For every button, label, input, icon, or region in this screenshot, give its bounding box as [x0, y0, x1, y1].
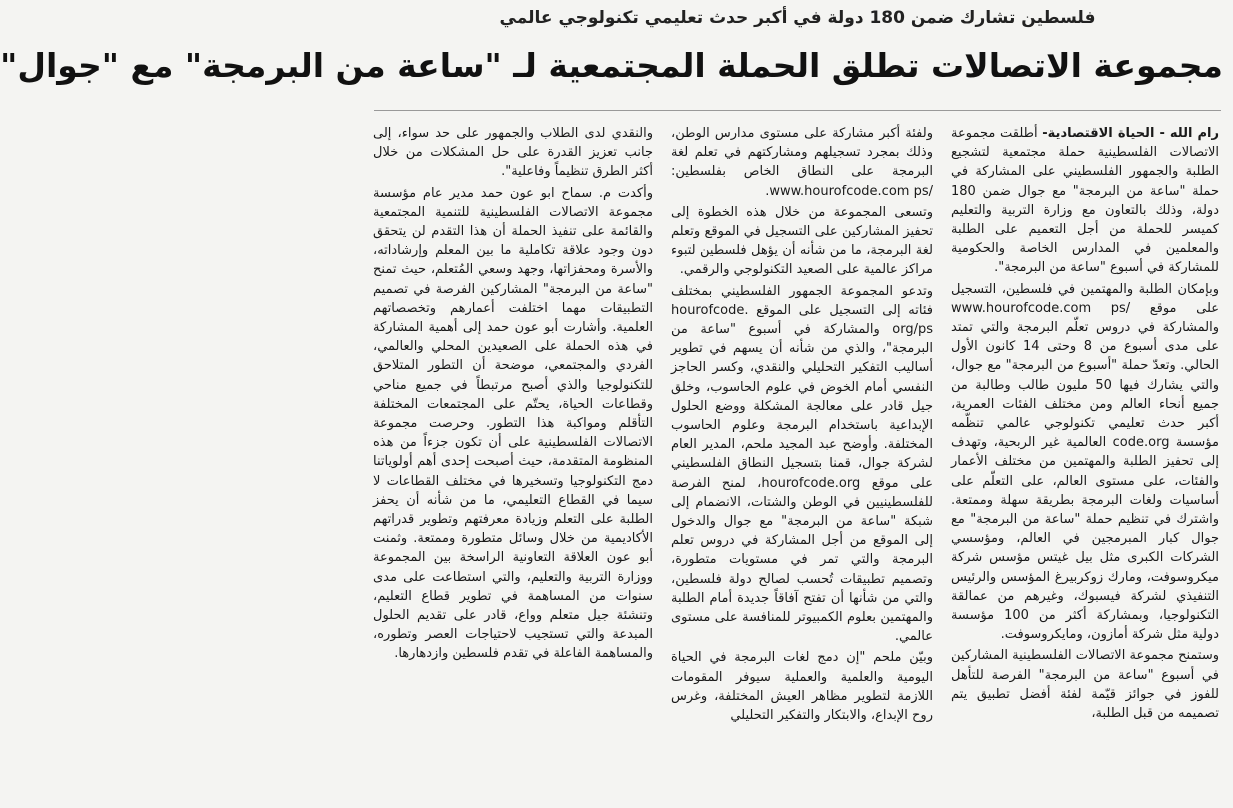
headline-divider [374, 110, 1221, 111]
paragraph-text: أطلقت مجموعة الاتصالات الفلسطينية حملة مجتمعية لتشجيع الطلبة والجمهور الفلسطيني على المشاركة في حملة "ساعة من البرمجة" مع جوال ضمن 180 دولة، وذلك بالتعاون مع وزارة التربية والتعليم كميسر للحملة من أجل التعميم على الطلبة والمعلمين في المدارس الخاصة والحكومية للمشاركة في أسبوع "ساعة من البرمجة". [951, 126, 1219, 276]
article-paragraph: وتدعو المجموعة الجمهور الفلسطيني بمختلف فئاته إلى التسجيل على الموقع hourofcode. org/ps والمشاركة في أسبوع "ساعة من البرمجة"، والذي من شأنه أن يسهم في تطوير أساليب التفكير التحليلي والنقدي، وكسر الحاجز النفسي أمام الخوض في علوم الحاسوب، وخلق جيل قادر على معالجة المشكلة ووضع الحلول الإبداعية باستخدام البرمجة وعلوم الحاسوب المختلفة. وأوضح عبد المجيد ملحم، المدير العام لشركة جوال، قمنا بتسجيل النطاق الفلسطيني على موقع hourofcode.org، لمنح الفرصة للفلسطينيين في الوطن والشتات، الانضمام إلى شبكة "ساعة من البرمجة" مع جوال والدخول إلى الموقع من أجل المشاركة في دروس تعلم البرمجة والتي تمر في مستويات متطورة، وتصميم تطبيقات تُحسب لصالح دولة فلسطين، والتي من شأنها أن تفتح آفاقاً جديدة أمام الطلبة والمهتمين بعلوم الكمبيوتر للمنافسة على مستوى عالمي. [671, 283, 933, 645]
article-byline: رام الله - الحياة الاقتصادية- [1042, 126, 1219, 141]
article-paragraph: وبيّن ملحم "إن دمج لغات البرمجة في الحياة اليومية والعلمية والعملية سيوفر المقومات اللازمة لتطوير مظاهر العيش المختلفة، وغرس روح الإبداع، والابتكار والتفكير التحليلي [671, 650, 933, 724]
article-paragraph: وبإمكان الطلبة والمهتمين في فلسطين، التسجيل على موقع /www.hourofcode.com ps والمشاركة في دروس تعلّم البرمجة والتي تمتد على مدى أسبوع من 8 وحتى 14 كانون الأول الحالي. وتعدّ حملة "أسبوع من البرمجة" مع جوال، والتي يشارك فيها 50 مليون طالب وطالبة من جميع أنحاء العالم ومن مختلف الفئات العمرية، أكبر حدث تعليمي تكنولوجي عالمي تنظّمه مؤسسة code.org العالمية غير الربحية، وتهدف إلى تحفيز الطلبة والمهتمين من مختلف الأعمار والفئات، على مستوى العالم، على التعلّم على أساسيات ولغات البرمجة بطريقة سهلة وممتعة. واشترك في تنظيم حملة "ساعة من البرمجة" مع جوال كبار المبرمجين في العالم، ومؤسسي الشركات الكبرى مثل بيل غيتس مؤسس شركة ميكروسوفت، ومارك زوكربيرغ المؤسس والرئيس التنفيذي لشركة فيسبوك، وغيرهم من عمالقة التكنولوجيا، وبمشاركة أكثر من 100 مؤسسة دولية مثل شركة أمازون، ومايكروسوفت. [951, 281, 1220, 643]
article-paragraph: وتسعى المجموعة من خلال هذه الخطوة إلى تحفيز المشاركين على التسجيل في الموقع وتعلم لغة البرمجة، ما من شأنه أن يؤهل فلسطين لتبوء مراكز عالمية على الصعيد التكنولوجي والرقمي. [671, 204, 933, 278]
article-column-1 [951, 124, 1219, 794]
article-column-3 [373, 124, 653, 794]
article-paragraph: وستمنح مجموعة الاتصالات الفلسطينية المشاركين في أسبوع "ساعة من البرمجة" الفرصة للتأهل للفوز في جوائز قيّمة لفئة أفضل تطبيق يتم تصميمه من قبل الطلبة، [951, 648, 1219, 722]
article-paragraph: وأكدت م. سماح ابو عون حمد مدير عام مؤسسة مجموعة الاتصالات الفلسطينية للتنمية المجتمعية والقائمة على تنفيذ الحملة أن هذا التقدم لن يتحقق دون وجود علاقة تكاملية ما بين المعلم وإرشاداته، والأسرة ومحفزاتها، وجهد وسعي المُتعلم، حيث تمنح "ساعة من البرمجة" المشاركين الفرصة في تصميم التطبيقات مهما اختلفت أعمارهم وتخصصاتهم العلمية. وأشارت أبو عون حمد إلى أهمية المشاركة في هذه الحملة على الصعيدين المحلي والعالمي، الفردي والمجتمعي، موضحة أن التطور المتلاحق للتكنولوجيا والذي أصبح مرتبطاً في جميع مناحي وقطاعات الحياة، يحتّم على المجتمعات المختلفة التأقلم ومواكبة هذا التطور. وحرصت مجموعة الاتصالات الفلسطينية على أن تكون جزءاً من هذه المنظومة المتقدمة، حيث أصبحت إحدى أهم أولوياتنا دمج التكنولوجيا وتسخيرها في مختلف القطاعات لا سيما في القطاع التعليمي، ما من شأنه أن يحفز الطلبة على التعلم وزيادة معرفتهم وتطوير قدراتهم الأكاديمية من خلال وسائل متطورة وممتعة. وثمنت أبو عون العلاقة التعاونية الراسخة بين المجموعة ووزارة التربية والتعليم، والتي استطاعت على مدى سنوات من المساهمة في تطوير قطاع التعليم، وتنشئة جيل متعلم وواع، قادر على تقديم الحلول المبدعة والتي تستجيب لاحتياجات العصر وتطوره، والمساهمة الفاعلة في تقدم فلسطين وازدهارها. [373, 185, 653, 662]
article-headline: مجموعة الاتصالات تطلق الحملة المجتمعية لـ "ساعة من البرمجة" مع "جوال" [0, 46, 1223, 85]
article-paragraph: ولفئة أكبر مشاركة على مستوى مدارس الوطن، وذلك بمجرد تسجيلهم ومشاركتهم في تعلم لغة البرمجة على النطاق الخاص بفلسطين: /www.hourofcode.com ps. [671, 126, 933, 199]
article-paragraph [951, 124, 1219, 278]
article-subheadline: فلسطين تشارك ضمن 180 دولة في أكبر حدث تعليمي تكنولوجي عالمي [499, 8, 1096, 28]
article-column-2 [671, 124, 933, 794]
article-paragraph: والنقدي لدى الطلاب والجمهور على حد سواء، إلى جانب تعزيز القدرة على حل المشكلات من خلال أكثر الطرق تنظيماً وفاعلية". [373, 126, 653, 180]
